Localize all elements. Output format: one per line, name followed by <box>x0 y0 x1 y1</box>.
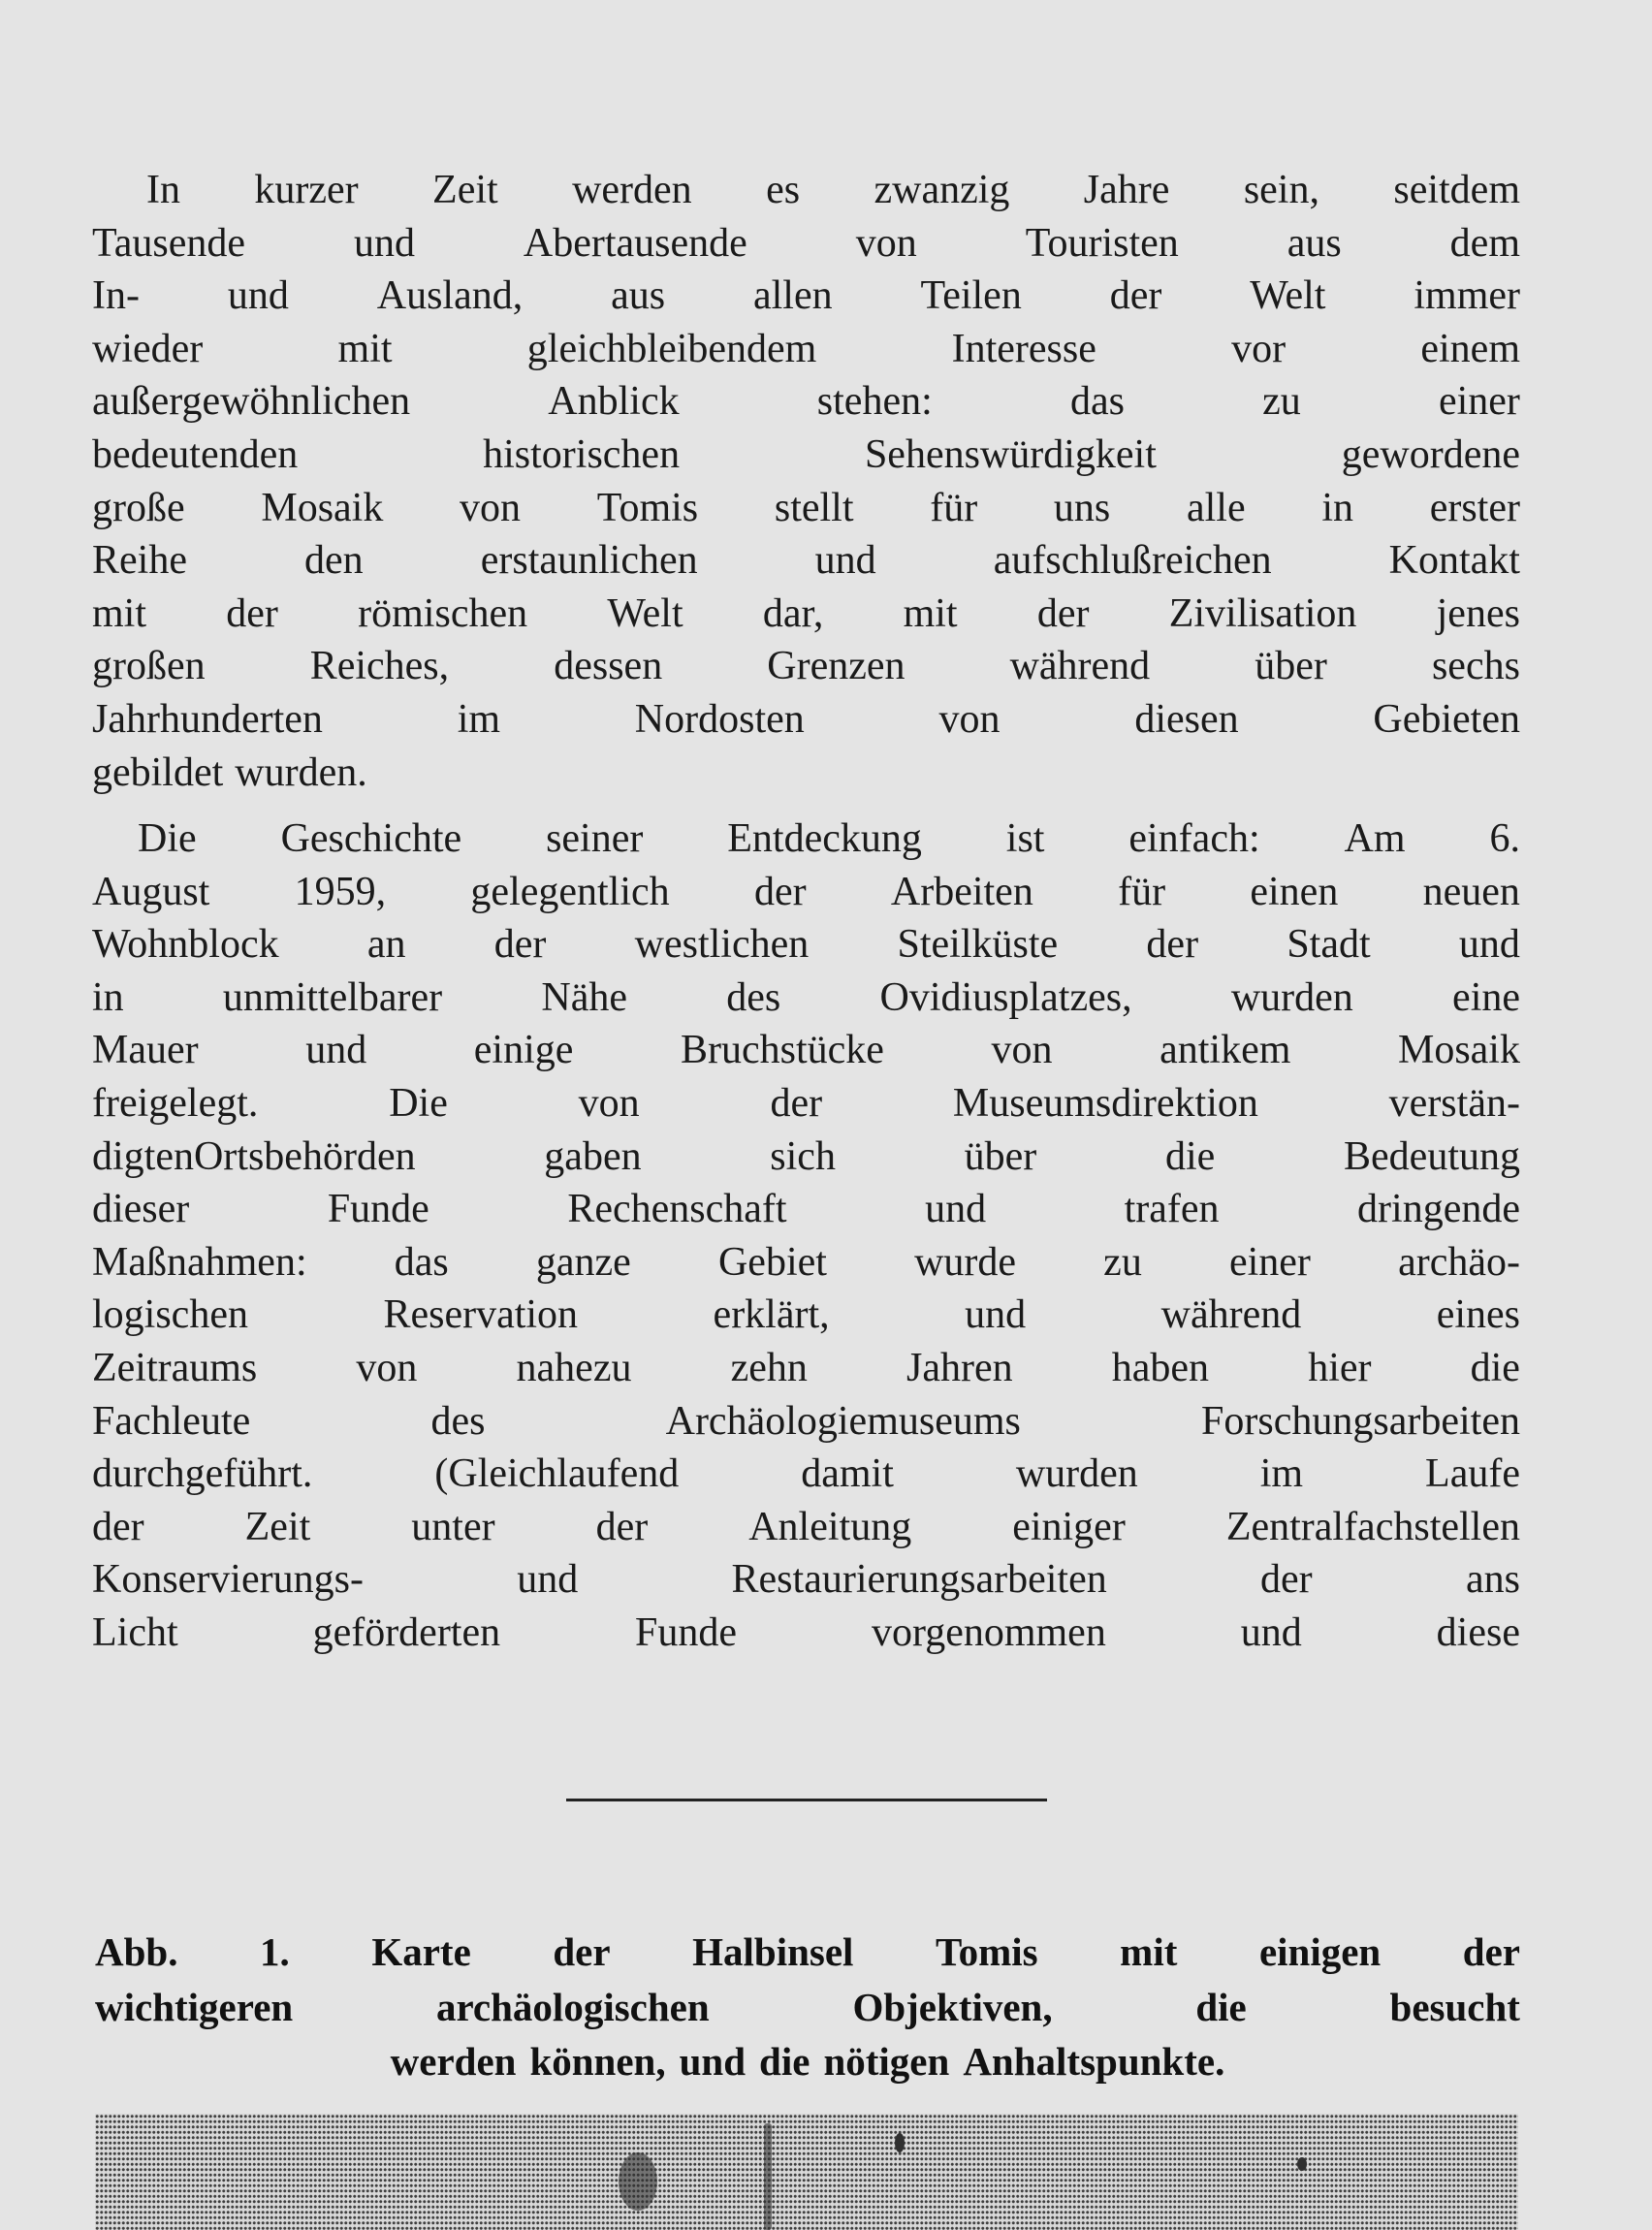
word: Maßnahmen: <box>92 1239 307 1285</box>
word: von <box>578 1080 640 1126</box>
word: während <box>1160 1292 1302 1338</box>
word: stehen: <box>816 379 933 425</box>
word: von <box>356 1345 418 1390</box>
word: freigelegt. <box>92 1080 259 1126</box>
word: für <box>1118 869 1166 914</box>
text-line <box>92 1236 1520 1290</box>
word: und <box>965 1292 1027 1338</box>
word: großen <box>92 644 206 689</box>
word: Arbeiten <box>890 869 1033 914</box>
word: einfach: <box>1128 816 1260 861</box>
word: es <box>766 168 801 212</box>
word: In- <box>92 273 140 319</box>
word: Mauer <box>92 1028 199 1073</box>
word: und <box>353 220 415 266</box>
word: der <box>553 1929 611 1974</box>
word: eines <box>1436 1292 1520 1338</box>
word: in <box>92 974 124 1020</box>
word: nötigen <box>823 2039 950 2084</box>
word: Wohnblock <box>92 922 279 968</box>
word: für <box>930 485 978 530</box>
word: dem <box>1449 220 1520 266</box>
word: der <box>753 869 807 914</box>
word: Steilküste <box>897 922 1059 968</box>
word: Welt <box>607 590 683 636</box>
word: Licht <box>92 1609 178 1655</box>
word: Welt <box>1250 273 1326 319</box>
word: 1959, <box>294 869 387 914</box>
text-line <box>92 1289 1520 1342</box>
word: ist <box>1005 816 1045 861</box>
text-line <box>92 1607 1520 1660</box>
word: aus <box>1287 220 1342 266</box>
word: Touristen <box>1025 220 1179 266</box>
word: und <box>305 1028 367 1073</box>
text-line <box>92 1448 1520 1501</box>
word: Nähe <box>541 974 628 1020</box>
word: Anblick <box>548 379 680 425</box>
word: uns <box>1053 485 1111 530</box>
paragraph-1 <box>92 164 1520 799</box>
word: außergewöhnlichen <box>92 379 411 425</box>
word: Tomis <box>596 485 699 530</box>
word: Bruchstücke <box>680 1028 884 1073</box>
word: Anhaltspunkte. <box>963 2039 1225 2084</box>
word: einer <box>1438 379 1520 425</box>
word: Rechenschaft <box>567 1187 787 1232</box>
word: Mosaik <box>1397 1028 1520 1073</box>
text-line <box>92 588 1520 641</box>
word: gaben <box>544 1133 642 1179</box>
word: logischen <box>92 1292 248 1338</box>
word: haben <box>1111 1345 1210 1390</box>
word: alle <box>1186 485 1246 530</box>
word: 1. <box>260 1929 290 1974</box>
word: einem <box>1420 326 1520 371</box>
word: Karte <box>371 1929 471 1974</box>
word: Zivilisation <box>1168 590 1357 636</box>
word: Die <box>138 816 197 861</box>
word: neuen <box>1422 869 1520 914</box>
word: aus <box>611 273 666 319</box>
word: durchgeführt. <box>92 1451 313 1497</box>
word: erster <box>1429 485 1520 530</box>
text-line <box>92 1024 1520 1077</box>
text-line <box>92 270 1520 323</box>
text-line <box>92 1342 1520 1395</box>
word: Abb. <box>95 1929 178 1974</box>
text-line <box>92 323 1520 376</box>
word: Funde <box>635 1609 738 1655</box>
word: (Gleichlaufend <box>434 1451 680 1497</box>
text-line <box>92 972 1520 1025</box>
word: Geschichte <box>280 816 462 861</box>
word: zehn <box>730 1345 808 1390</box>
word: Gebieten <box>1373 696 1520 742</box>
word: kurzer <box>254 168 359 212</box>
word: Archäologiemuseums <box>665 1398 1021 1444</box>
word: Fachleute <box>92 1398 251 1444</box>
word: Jahrhunderten <box>92 696 323 742</box>
word: Kontakt <box>1388 538 1520 584</box>
text-line <box>92 534 1520 588</box>
word: Funde <box>327 1187 429 1232</box>
word: große <box>92 485 185 530</box>
text-line <box>95 1925 1520 1980</box>
text-line <box>92 693 1520 747</box>
word: seitdem <box>1393 168 1520 212</box>
word: der <box>92 1504 144 1549</box>
word: Am <box>1344 816 1406 861</box>
word: der <box>1462 1929 1520 1974</box>
word: Zeit <box>432 168 498 212</box>
word: der <box>1109 273 1162 319</box>
word: dar, <box>762 590 824 636</box>
word: und <box>814 538 876 584</box>
word: eine <box>1452 974 1520 1020</box>
word: die <box>1470 1345 1520 1390</box>
word: des <box>726 974 781 1020</box>
word: Sehenswürdigkeit <box>864 431 1157 477</box>
text-line <box>92 640 1520 693</box>
word: die <box>1195 1984 1247 2029</box>
word: Laufe <box>1425 1451 1520 1497</box>
word: diese <box>1436 1609 1520 1655</box>
word: vorgenommen <box>871 1609 1106 1655</box>
word: die <box>1165 1133 1216 1179</box>
section-divider <box>566 1799 1047 1801</box>
text-line <box>92 1553 1520 1607</box>
word: einen <box>1250 869 1339 914</box>
word: der <box>1260 1557 1313 1603</box>
word: geförderten <box>312 1609 501 1655</box>
text-line <box>92 1183 1520 1236</box>
word: Grenzen <box>767 644 905 689</box>
word: vor <box>1231 326 1287 371</box>
word: des <box>430 1398 486 1444</box>
word: Halbinsel <box>692 1929 854 1974</box>
word: Mosaik <box>261 485 384 530</box>
word: sechs <box>1431 644 1520 689</box>
word: gebildet <box>92 749 224 795</box>
word: und <box>227 273 289 319</box>
word: ans <box>1465 1557 1520 1603</box>
word: wichtigeren <box>95 1984 294 2029</box>
word: wurde <box>914 1239 1017 1285</box>
word: ganze <box>535 1239 631 1285</box>
word: von <box>855 220 917 266</box>
word: Bedeutung <box>1344 1133 1520 1179</box>
word: mit <box>903 590 958 636</box>
word: und <box>679 2039 747 2084</box>
word: werden <box>390 2039 517 2084</box>
word: das <box>1069 379 1125 425</box>
word: gelegentlich <box>470 869 670 914</box>
text-line <box>92 747 1520 800</box>
word: aufschlußreichen <box>993 538 1272 584</box>
text-line <box>92 866 1520 919</box>
word: der <box>1146 922 1199 968</box>
word: einiger <box>1012 1504 1126 1549</box>
word: westlichen <box>634 922 810 968</box>
word: trafen <box>1124 1187 1220 1232</box>
word: zu <box>1103 1239 1142 1285</box>
word: Die <box>389 1080 448 1126</box>
word: stellt <box>774 485 854 530</box>
word: Ovidiusplatzes, <box>879 974 1132 1020</box>
text-line <box>92 1395 1520 1449</box>
text-line <box>92 812 1520 866</box>
word: können, <box>529 2039 666 2084</box>
word: wurden <box>1230 974 1353 1020</box>
word: Ausland, <box>376 273 524 319</box>
word: Tomis <box>936 1929 1038 1974</box>
text-line <box>92 164 1520 217</box>
word: archäo- <box>1398 1239 1520 1285</box>
text-line <box>92 1077 1520 1131</box>
word: Nordosten <box>634 696 805 742</box>
word: im <box>457 696 501 742</box>
word: dieser <box>92 1187 190 1232</box>
word: und <box>925 1187 987 1232</box>
word: sein, <box>1243 168 1319 212</box>
word: digtenOrtsbehörden <box>92 1133 416 1179</box>
word: Reservation <box>383 1292 579 1338</box>
word: diesen <box>1134 696 1239 742</box>
word: Anleitung <box>748 1504 912 1549</box>
word: historischen <box>483 431 681 477</box>
word: immer <box>1414 273 1520 319</box>
word: und <box>517 1557 579 1603</box>
word: wurden. <box>235 749 367 795</box>
word: mit <box>1120 1929 1178 1974</box>
word: im <box>1259 1451 1304 1497</box>
figure-caption <box>95 1925 1520 2089</box>
word: In <box>146 168 180 212</box>
word: in <box>1321 485 1353 530</box>
word: der <box>226 590 278 636</box>
word: besucht <box>1389 1984 1520 2029</box>
text-line <box>92 217 1520 271</box>
word: römischen <box>358 590 528 636</box>
word: Entdeckung <box>727 816 922 861</box>
word: einigen <box>1258 1929 1382 1974</box>
word: der <box>1036 590 1090 636</box>
word: Zentralfachstellen <box>1225 1504 1520 1549</box>
word: dessen <box>554 644 663 689</box>
word: unmittelbarer <box>222 974 443 1020</box>
word: die <box>759 2039 810 2084</box>
word: über <box>964 1133 1037 1179</box>
word: Teilen <box>920 273 1022 319</box>
word: und <box>1240 1609 1302 1655</box>
text-line <box>92 918 1520 972</box>
word: der <box>770 1080 823 1126</box>
word: seiner <box>546 816 644 861</box>
word: Restaurierungsarbeiten <box>731 1557 1107 1603</box>
word: Jahre <box>1083 168 1170 212</box>
word: Tausende <box>92 220 245 266</box>
word: während <box>1009 644 1151 689</box>
word: den <box>304 538 364 584</box>
word: mit <box>337 326 393 371</box>
word: nahezu <box>516 1345 632 1390</box>
word: Interesse <box>951 326 1096 371</box>
word: der <box>493 922 547 968</box>
text-line <box>95 1980 1520 2035</box>
word: allen <box>752 273 833 319</box>
word: gewordene <box>1341 431 1520 477</box>
word: zu <box>1262 379 1301 425</box>
word: einer <box>1228 1239 1311 1285</box>
word: über <box>1255 644 1327 689</box>
word: unter <box>411 1504 495 1549</box>
word: Jahren <box>906 1345 1013 1390</box>
word: Objektiven, <box>852 1984 1053 2029</box>
word: mit <box>92 590 147 636</box>
text-line <box>92 375 1520 429</box>
word: Gebiet <box>717 1239 827 1285</box>
word: und <box>1458 922 1520 968</box>
word: der <box>595 1504 649 1549</box>
word: Museumsdirektion <box>952 1080 1258 1126</box>
word: Forschungsarbeiten <box>1201 1398 1520 1444</box>
paragraph-2 <box>92 812 1520 1660</box>
word: von <box>938 696 1001 742</box>
word: Abertausende <box>523 220 747 266</box>
word: wieder <box>92 326 204 371</box>
word: bedeutenden <box>92 431 299 477</box>
word: Konservierungs- <box>92 1557 364 1603</box>
word: von <box>460 485 522 530</box>
word: gleichbleibendem <box>526 326 817 371</box>
text-line <box>92 1131 1520 1184</box>
word: Zeitraums <box>92 1345 258 1390</box>
word: 6. <box>1489 816 1520 861</box>
map-figure-halftone <box>95 2114 1518 2230</box>
word: erklärt, <box>713 1292 830 1338</box>
word: hier <box>1308 1345 1372 1390</box>
word: jenes <box>1436 590 1520 636</box>
word: Reiches, <box>309 644 450 689</box>
word: dringende <box>1357 1187 1520 1232</box>
word: an <box>366 922 406 968</box>
word: zwanzig <box>874 168 1010 212</box>
word: von <box>991 1028 1053 1073</box>
word: erstaunlichen <box>480 538 698 584</box>
text-line <box>92 1501 1520 1554</box>
text-line <box>92 429 1520 482</box>
word: August <box>92 869 210 914</box>
word: verstän- <box>1388 1080 1520 1126</box>
text-line <box>92 482 1520 535</box>
word: archäologischen <box>435 1984 710 2029</box>
word: antikem <box>1160 1028 1291 1073</box>
word: sich <box>770 1133 836 1179</box>
word: das <box>394 1239 449 1285</box>
word: werden <box>572 168 692 212</box>
word: Zeit <box>244 1504 311 1549</box>
word: Stadt <box>1287 922 1371 968</box>
text-line <box>95 2034 1520 2089</box>
word: einige <box>473 1028 574 1073</box>
word: Reihe <box>92 538 187 584</box>
word: wurden <box>1015 1451 1138 1497</box>
word: damit <box>801 1451 894 1497</box>
